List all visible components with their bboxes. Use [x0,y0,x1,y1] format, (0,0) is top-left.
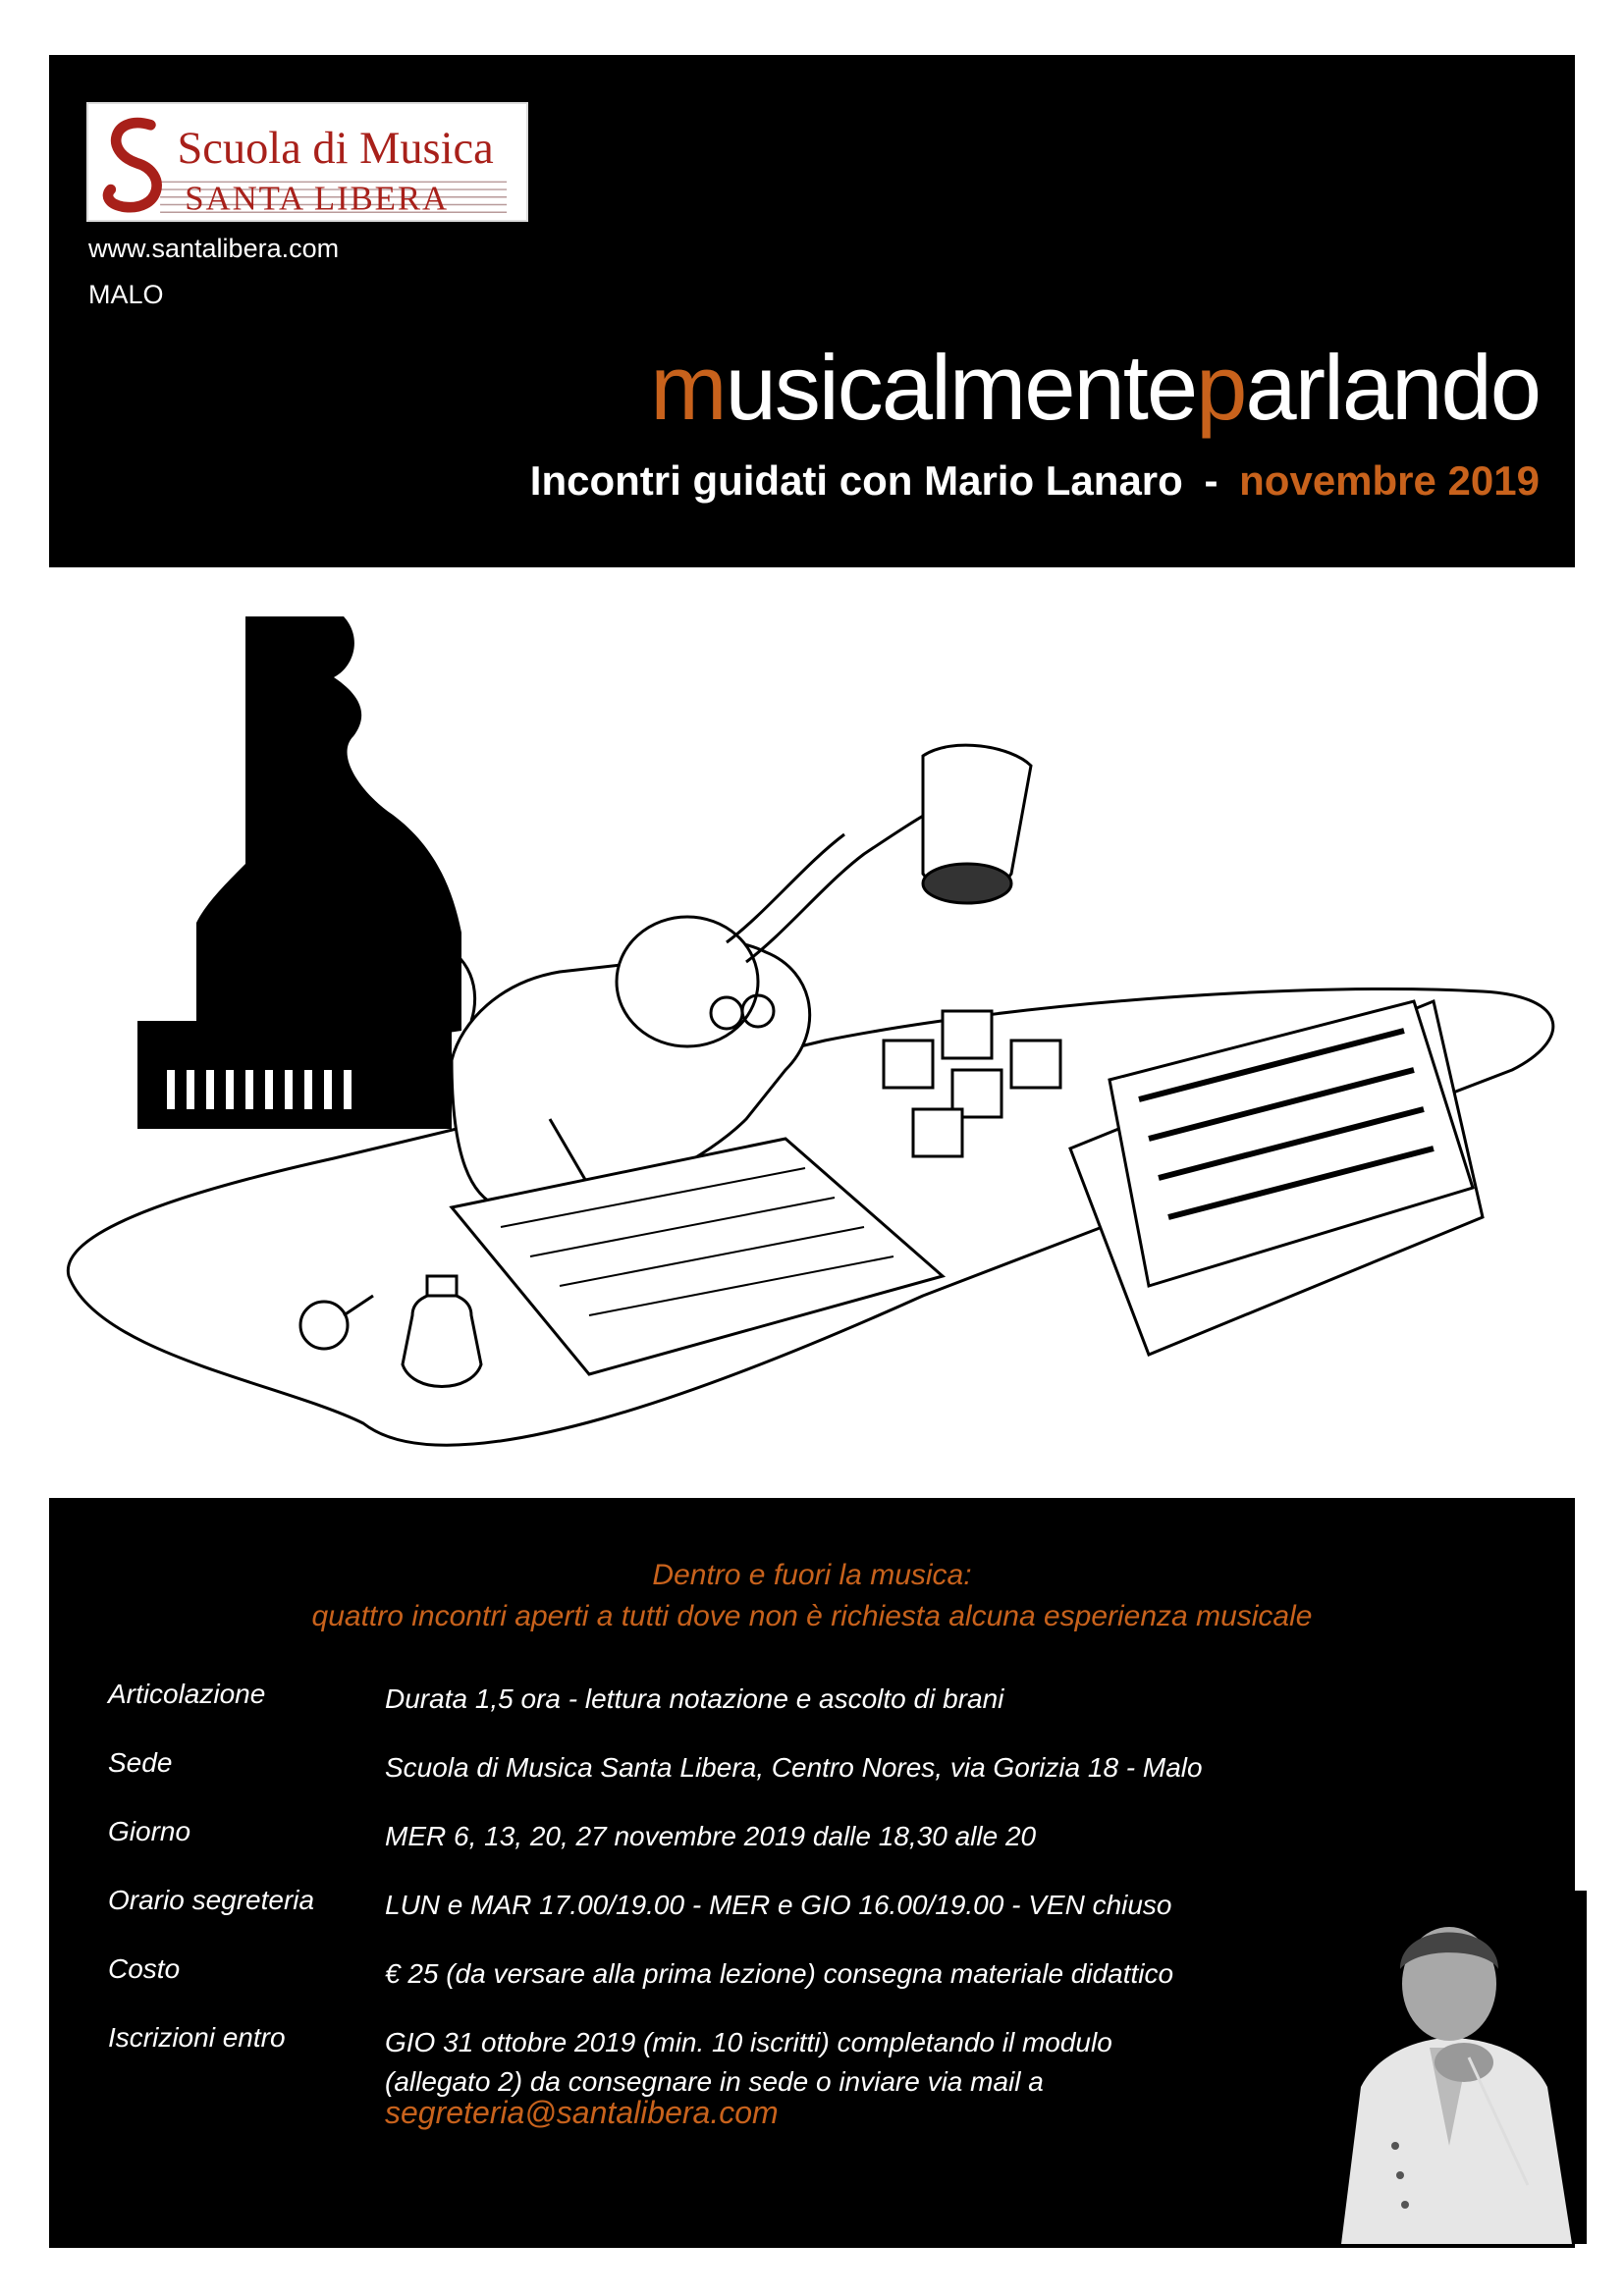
subtitle-separator: - [1204,457,1218,504]
composer-illustration [39,609,1600,1472]
header-panel [49,55,1575,567]
piano-silhouette [196,616,461,1070]
logo-line1: Scuola di Musica [177,123,494,174]
row-label: Orario segreteria [108,1885,315,1915]
website-link[interactable]: www.santalibera.com [88,234,340,263]
row-value: Durata 1,5 ora - lettura notazione e ascolto di brani [385,1683,1004,1714]
row-value-line2: (allegato 2) da consegnare in sede o inviare via mail a [385,2066,1044,2097]
row-value: LUN e MAR 17.00/19.00 - MER e GIO 16.00/19.00 - VEN chiuso [385,1890,1172,1920]
info-panel [49,1498,1575,2248]
row-value: Scuola di Musica Santa Libera, Centro Nores, via Gorizia 18 - Malo [385,1752,1203,1783]
intro-line1: Dentro e fuori la musica: [652,1559,972,1591]
title-part-arlando: arlando [1245,336,1540,439]
town-label: MALO [88,280,164,309]
row-label: Articolazione [108,1679,266,1709]
subtitle-main: Incontri guidati con Mario Lanaro [529,457,1183,504]
row-value: € 25 (da versare alla prima lezione) consegna materiale didattico [385,1958,1174,1989]
row-label: Sede [108,1747,173,1778]
title-part-m: m [650,336,726,439]
lecturer-photo [1302,1891,1587,2244]
event-subtitle [530,457,1540,505]
email-link[interactable]: segreteria@santalibera.com [385,2095,779,2130]
logo-line2: SANTA LIBERA [185,179,450,218]
subtitle-date: novembre 2019 [1239,457,1540,504]
event-title [650,336,1540,439]
row-value: MER 6, 13, 20, 27 novembre 2019 dalle 18,30 alle 20 [385,1821,1037,1851]
row-label: Iscrizioni entro [108,2022,286,2053]
intro-line2: quattro incontri aperti a tutti dove non è richiesta alcuna esperienza musicale [311,1600,1313,1632]
title-part-p: p [1196,336,1246,439]
title-part-usicalmente: usicalmente [725,336,1197,439]
school-logo[interactable] [86,102,528,222]
row-label: Costo [108,1953,181,1984]
row-label: Giorno [108,1816,191,1846]
row-value-line1: GIO 31 ottobre 2019 (min. 10 iscritti) completando il modulo [385,2027,1112,2057]
logo-graphic [88,104,526,220]
